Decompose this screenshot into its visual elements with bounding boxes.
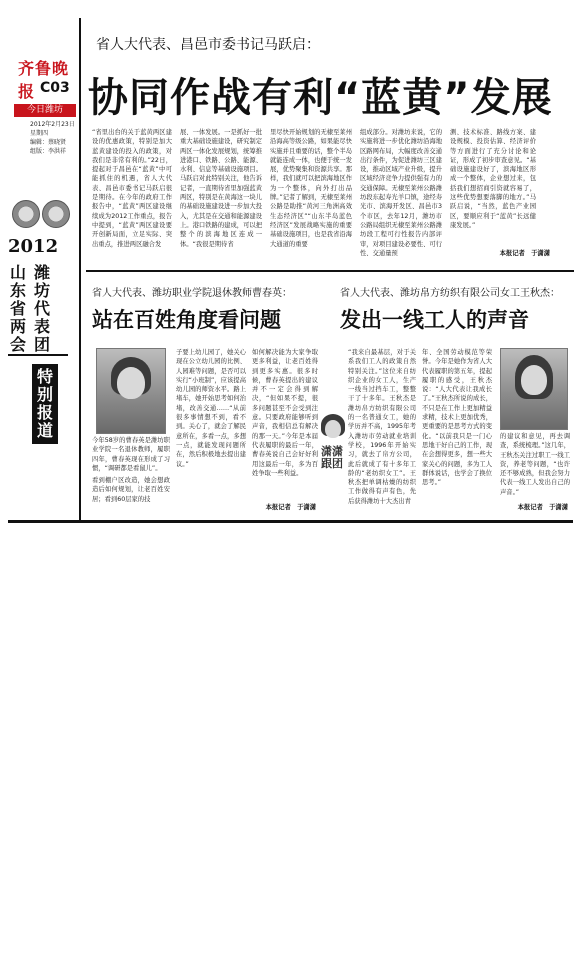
section-tag: 今日潍坊 [14,104,76,117]
left-column-1: 看到棚户区改造，她会想政造后如何规划，让老百姓安居；看到60层家的技 [92,477,170,503]
lead-byline: 本报记者 于潇潇 [499,250,550,257]
lead-column-3: 里尽快开始规划的无棣至莱州沿海高等级公路，如果能尽快实施并且重要的话，整个半岛就能连成一体，也便于统一发展，优势聚集和资源共享。那样，我们就可以把滨海地区作为一个整体，向外打出品牌。”记者了解到，无棣至莱州公路是助推“黄河三角洲高效生态经济区”“山东半岛蓝色经济区”发展战略实施的重要基础设施项目，也是我省沿海大通道的重要 [270,129,352,248]
portrait-photo-cao [96,348,166,434]
left-column-2: 子要上幼儿园了，她关心现在公立幼儿园的比例、人园难等问题，是否可以实行“小班制”，应该提高幼儿园的师资水平。路上堵车，她开始思考如何治堵，改善交通……“从前很多事情想不到，看不到。关心了，就会了解民意所在，多看一点，多想一点，就能发现问题所在，然后积极地去提出建议。” [176,349,246,468]
editor-credit: 编辑：蔡晓贤 [30,139,67,146]
section-divider [86,270,574,272]
left-byline: 本报记者 于潇潇 [265,504,316,511]
issue-weekday: 星期四 [30,130,49,137]
lead-column-5: 测、技术标准、路线方案、建设规模、投资估算、经济评价等方面进行了充分讨论和论证，形成了初步审查意见。“基础设施建设好了，滨海地区形成一个整体，企业想过来，包括我们想招商引资就容易了，这些优势想要落脚的地方。”马跃启说，“当然，蓝色产业园区，要顺应利于“蓝黄”长远健康发展。” [450,129,536,229]
right-story-headline: 发出一线工人的声音 [340,308,529,332]
issue-meta [30,120,75,156]
issue-date: 2012年2月23日 [30,121,75,128]
lead-column-2: 展、一体发展。一是抓好一批重大基础设施建设，研究制定两区一体化发展规划，统筹推进港口、铁路、公路、能源、水利、信息等基础设施项目。马跃启对此特别关注，他告诉记者，一直期待省里加强蓝黄两区，特别是在黄海这一块儿的基础设施建设进一步加大投入，尤其是在交通和能源建设上。港口铁路的建成，可以把整个的滨海地区连成一体。“我很是期待省 [180,129,262,248]
left-story-kicker: 省人大代表、潍坊职业学院退休教师曹春英： [92,288,292,299]
bottom-rule [8,520,573,523]
left-photo-caption: 今年58岁的曹春英是潍坊职业学院一名退休教师，履职四年，曹春英现在形成了习惯，“调研都是看鼠儿”。 [92,437,170,472]
national-emblem-icon [12,200,40,228]
congress-emblem-icon [42,200,70,228]
rail-divider [8,354,68,356]
column-stamp: 潇潇跟团 [321,445,343,470]
lead-column-1: “省里出台的关于蓝黄两区建设的优惠政策，特别是加大蓝黄建设的投入的政策，对我们是非常有利的。”22日，提起对于昌邑在“蓝黄”中可能抓住的机遇，省人大代表、昌邑市委书记马跃启很是期待。在今年的政府工作报告中，“蓝黄”两区建设继续成为2012工作重点，报告中提到，“蓝黄”两区建设要开创新局面，立足实际、突出重点，推进两区融合发 [92,129,172,248]
right-column-2: 年、全国劳动模范等荣誉。今年是她作为省人大代表履职的第五年，提起履职的感受，王秋杰说：“人大代表让我成长了。”王秋杰所说的成长，不只是在工作上更加精益求精，技术上更加优秀，更重要的是思考方式的变化。“以前我只是一门心思地干好自己的工作，现在会想得更多，想一些大家关心的问题，多为工人群体说话，也学会了换位思考。” [422,349,492,487]
right-byline: 本报记者 于潇潇 [517,504,568,511]
right-column-1: “我来自最基层，对于关系我们工人的政策自然特别关注。”这位来自纺织企业的女工人，生产一线当过挡车工，整整干了十多年。王秋杰是潍坊帛方纺织有限公司的一名普通女工，她的学历并不高，1995年考入潍坊市劳动就业培训学校，1996年开始实习，就去了帛方公司，此后就成了有十多年工龄的“老纺织女工”。王秋杰把单调枯燥的纺织工作做得有声有色，先后获得潍坊十大杰出青 [348,349,416,505]
lead-column-4: 组成部分。对潍坊来说，它的实施将进一步优化潍坊沿海地区路网布局，大幅度改善交通出行条件，为促进潍坊三区建设，推动区域产业升级，提升区域经济竞争力提供强有力的交通保障。无棣至莱州公路潍坊段东起寿光羊口镇，途经寿光市、滨海开发区、昌邑市3个市区，去年12月，潍坊市公路局组织无棣至莱州公路潍坊段工程可行性报告内部评审，对项目建设必要性、可行性、交通量预 [360,129,442,257]
rail-heading-delegation: 潍坊代表团 [33,263,50,354]
portrait-photo-wang [500,348,568,430]
reporter-avatar [318,412,348,442]
left-story-headline: 站在百姓角度看问题 [92,308,281,332]
right-story-kicker: 省人大代表、潍坊帛方纺织有限公司女工王秋杰： [340,288,560,299]
lead-kicker: 省人大代表、昌邑市委书记马跃启： [96,37,320,53]
rail-heading-province: 山东省两会 [9,263,26,354]
right-column-3: 的建议和意见，再去调查，系统梳理。”这几年，王秋杰关注过职工一线工资，养老等问题，“也许还不够成熟，但我会努力代表一线工人发出自己的声音。” [500,433,570,496]
newspaper-brand: 齐鲁晚报 [18,59,70,101]
rail-year: 2012 [8,236,59,257]
vertical-divider [79,18,81,522]
left-column-3: 如何解决能为大家争取更多利益，让老百姓得到更多实惠。很多时候，曹春英提出的建议并不一定会得到解决，“但如果不提，很多问题甚至不会受到注意。只要政府能够听到声音，我相信总有解决的那一天。”今年是本届代表履职的最后一年，曹春英说自己会好好利用这最后一年，多为百姓争取一些利益。 [252,349,318,477]
page-number: C03 [40,80,70,96]
lead-headline: 协同作战有利“蓝黄”发展 [88,75,553,121]
designer-credit: 组版：李洪祥 [30,148,67,155]
special-report-label: 特别报道 [32,364,58,444]
